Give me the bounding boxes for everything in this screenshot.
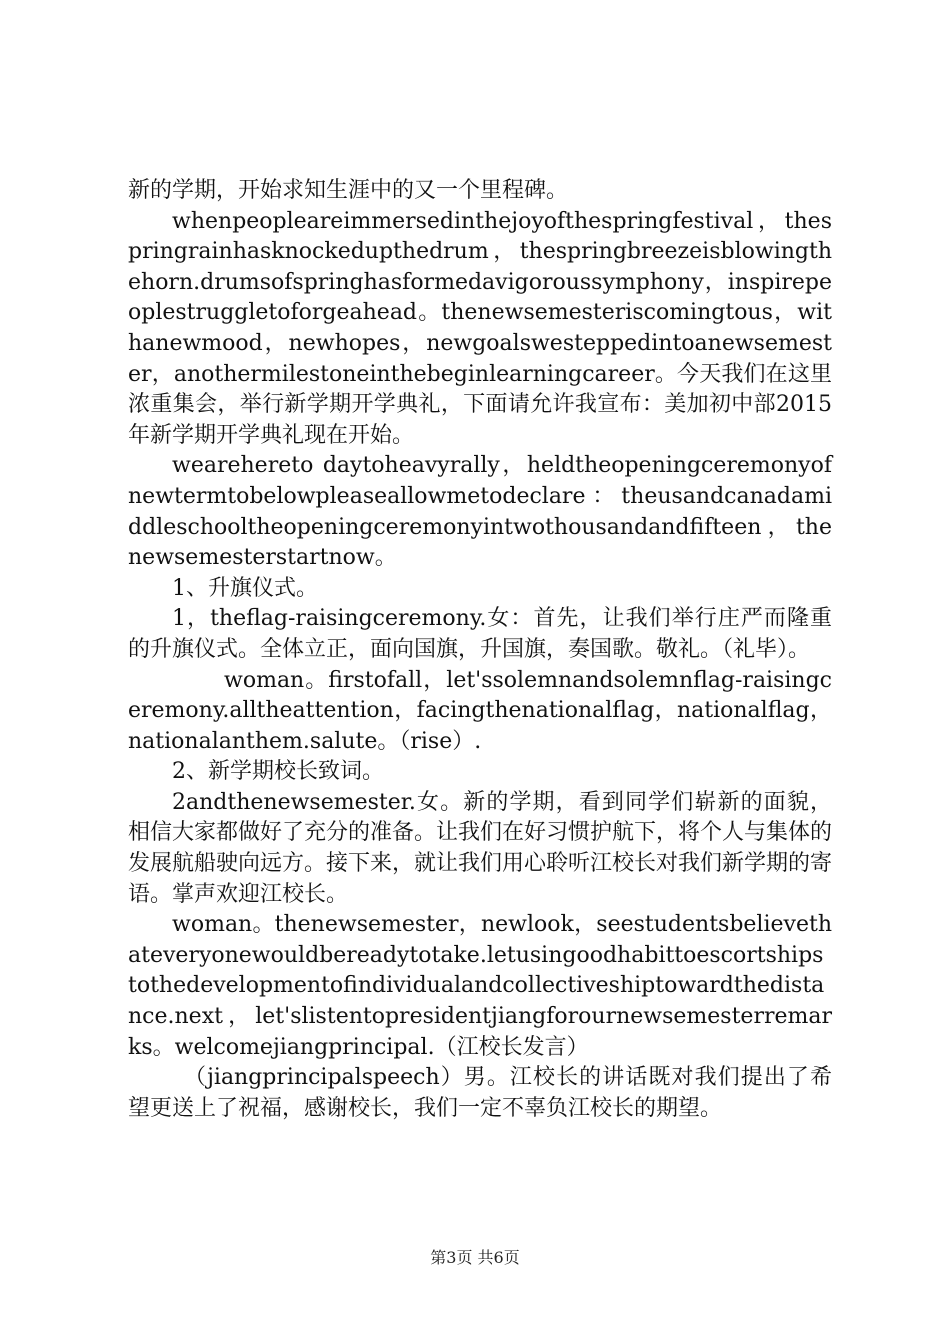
paragraph-7: 2、新学期校长致词。 [172, 759, 384, 785]
paragraph-6: woman。firstofall，let'ssolemnandsolemnflag-raisingceremony.alltheattention，facingthenationalflag，nationalflag，nationalanthem.salute。（rise）. [128, 667, 832, 754]
paragraph-5: 1，theflag-raisingceremony.女：首先，让我们举行庄严而隆重的升旗仪式。全体立正，面向国旗，升国旗，奏国歌。敬礼。（礼毕）。 [128, 606, 832, 662]
paragraph-8: 2andthenewsemester.女。新的学期，看到同学们崭新的面貌，相信大家都做好了充分的准备。让我们在好习惯护航下，将个人与集体的发展航船驶向远方。接下来，就让我们用心聆听江校长对我们新学期的寄语。掌声欢迎江校长。 [128, 789, 833, 907]
paragraph-9: woman。thenewsemester，newlook，seestudentsbelievethateveryonewouldbereadytotake.letusingoodhabittoescortshipstothedevelopmentofindividualandcollectiveshiptowardthedistance.next，let'slistentopresidentjiangforournewsemesterremarks。welcomejiangprincipal.（江校长发言） [128, 912, 832, 1060]
paragraph-3: wearehereto daytoheavyrally，heldtheopeningceremonyofnewtermtobelowpleaseallowmetodeclare：theusandcanadamiddleschooltheopeningceremonyintwothousandandfifteen，thenewsemesterstartnow。 [128, 453, 832, 571]
paragraph-2: whenpeopleareimmersedinthejoyofthespringfestival，thespringrainhasknockedupthedrum，thespringbreezeisblowingthehorn.drumsofspringhasformedavigoroussymphony，inspirepeoplestruggletoforgeahead。thenewsemesteriscomingtous，withanewmood，newhopes，newgoalswesteppedintoanewsemester，anothermilestoneinthebeginlearningcareer。今天我们在这里浓重集会，举行新学期开学典礼，下面请允许我宣布：美加初中部2015年新学期开学典礼现在开始。 [128, 208, 832, 448]
document-body [128, 176, 832, 1124]
page-footer: 第3页 共6页 [430, 1248, 520, 1267]
paragraph-10: （jiangprincipalspeech）男。江校长的讲话既对我们提出了希望更送上了祝福，感谢校长，我们一定不辜负江校长的期望。 [128, 1065, 832, 1121]
paragraph-4: 1、升旗仪式。 [172, 575, 318, 601]
paragraph-1: 新的学期，开始求知生涯中的又一个里程碑。 [128, 178, 569, 203]
